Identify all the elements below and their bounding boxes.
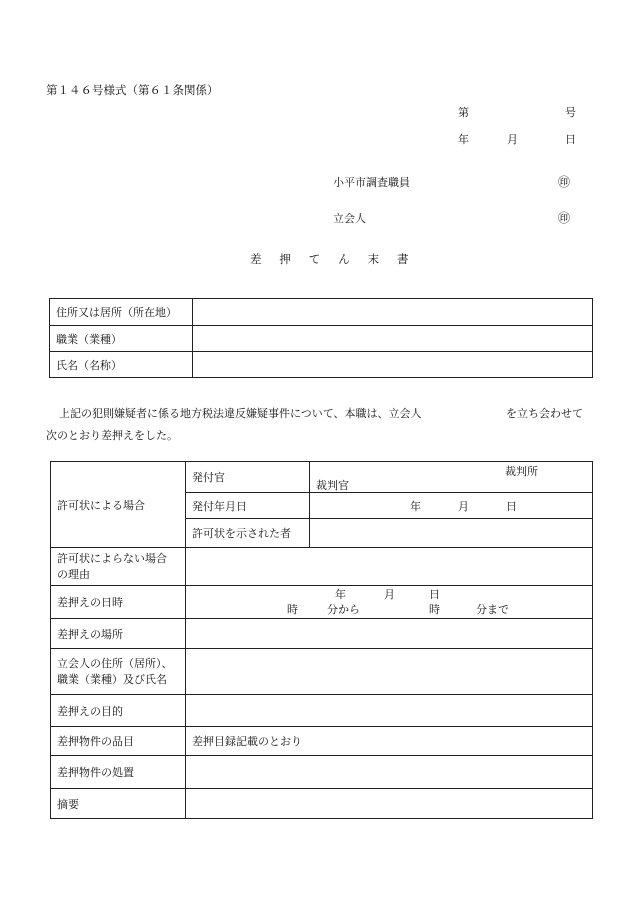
name-label: 氏名（名称）: [50, 352, 193, 378]
datetime-day: 日: [429, 588, 440, 601]
form-number: 第１４６号様式（第６１条関係）: [46, 83, 219, 97]
disposition-row: [51, 756, 593, 789]
occupation-value-cell: [193, 326, 593, 352]
witness-info-value-cell: [186, 649, 593, 695]
doc-number-suffix: 号: [565, 106, 576, 119]
remarks-value-cell: [186, 789, 593, 819]
no-warrant-row: [51, 548, 593, 586]
issue-day: 日: [506, 500, 517, 513]
disposition-label: 差押物件の処置: [51, 756, 186, 789]
witness-label: 立会人: [333, 212, 366, 225]
issue-date-label: 発付年月日: [186, 493, 310, 519]
remarks-row: [51, 789, 593, 819]
issuer-label: 発付官: [186, 462, 310, 493]
witness-seal-mark: ㊞: [558, 211, 571, 225]
body-text-line1-start: 上記の犯則嫌疑者に係る地方税法違反嫌疑事件について、本職は、立会人: [59, 407, 422, 420]
address-label: 住所又は居所（所在地）: [50, 299, 193, 326]
remarks-label: 摘要: [51, 789, 186, 819]
subject-table: [49, 298, 593, 378]
subject-occupation-row: [50, 326, 593, 352]
datetime-hour-until: 時: [429, 603, 440, 616]
datetime-min-until: 分まで: [476, 603, 509, 616]
court-suffix: 裁判所: [505, 465, 538, 478]
name-value-cell: [193, 352, 593, 378]
date-month: 月: [507, 133, 518, 146]
witness-info-row: [51, 649, 593, 695]
subject-address-row: [50, 299, 593, 326]
judge-suffix: 裁判官: [316, 479, 349, 492]
body-text-line2: 次のとおり差押えをした。: [46, 429, 178, 442]
warrant-case-label: 許可状による場合: [51, 462, 186, 548]
subject-name-row: [50, 352, 593, 378]
shown-to-value-cell: [310, 519, 593, 548]
no-warrant-value-cell: [186, 548, 593, 586]
officer-label: 小平市調査職員: [333, 176, 410, 189]
no-warrant-label-line2: の理由: [57, 567, 90, 581]
no-warrant-label: [51, 548, 186, 586]
purpose-row: [51, 695, 593, 727]
datetime-min-from: 分から: [327, 603, 360, 616]
datetime-row: [51, 586, 593, 619]
purpose-value-cell: [186, 695, 593, 727]
place-row: [51, 619, 593, 649]
detail-table: [50, 461, 593, 819]
datetime-value-cell: [186, 586, 593, 619]
place-value-cell: [186, 619, 593, 649]
date-day: 日: [565, 133, 576, 146]
address-value-cell: [193, 299, 593, 326]
document-title: 差 押 て ん 末 書: [250, 252, 412, 266]
datetime-year: 年: [335, 588, 346, 601]
date-year: 年: [458, 133, 469, 146]
purpose-label: 差押えの目的: [51, 695, 186, 727]
shown-to-label: 許可状を示された者: [186, 519, 310, 548]
occupation-label: 職業（業種）: [50, 326, 193, 352]
datetime-hour-from: 時: [287, 603, 298, 616]
datetime-month: 月: [384, 588, 395, 601]
witness-info-label-line1: 立会人の住所（居所）、: [57, 656, 173, 670]
witness-info-label: [51, 649, 186, 695]
issuer-row: [51, 462, 593, 493]
items-row: [51, 727, 593, 756]
officer-seal-mark: ㊞: [558, 175, 571, 189]
witness-info-label-line2: 職業（業種）及び氏名: [57, 672, 167, 686]
items-label: 差押物件の品目: [51, 727, 186, 756]
doc-number-prefix: 第: [458, 106, 469, 119]
body-text-line1-end: を立ち会わせて: [506, 407, 583, 420]
items-value: 差押目録記載のとおり: [186, 727, 593, 756]
issuer-value-cell: [310, 462, 593, 493]
no-warrant-label-line1: 許可状によらない場合: [57, 551, 167, 565]
datetime-label: 差押えの日時: [51, 586, 186, 619]
issue-date-value-cell: [310, 493, 593, 519]
place-label: 差押えの場所: [51, 619, 186, 649]
issue-month: 月: [458, 500, 469, 513]
disposition-value-cell: [186, 756, 593, 789]
issue-year: 年: [410, 500, 421, 513]
